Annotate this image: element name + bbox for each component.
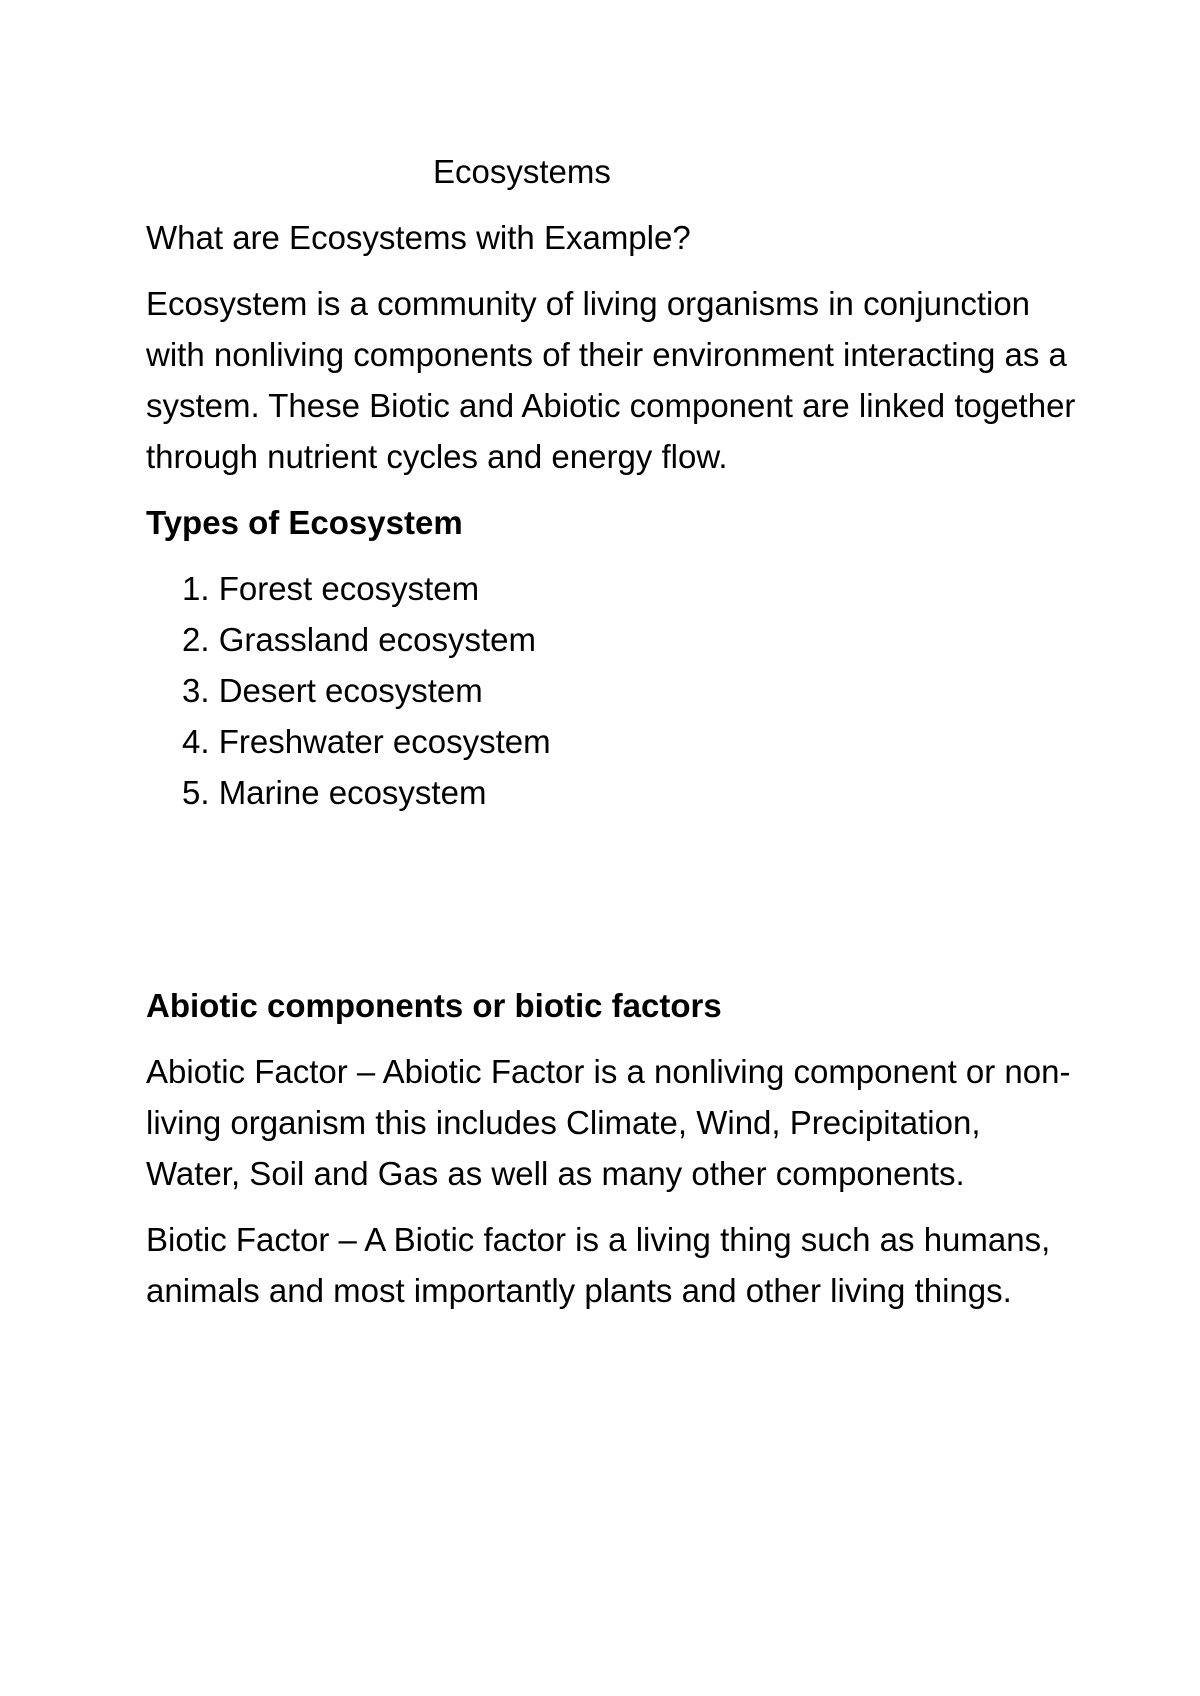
blank-space: [146, 818, 1076, 980]
document-body: [146, 146, 1076, 1331]
question-line: What are Ecosystems with Example?: [146, 219, 691, 256]
document-title: Ecosystems: [433, 153, 611, 190]
ecosystem-types-list: [146, 563, 1076, 818]
list-item: 5. Marine ecosystem: [182, 774, 487, 811]
definition-paragraph: Ecosystem is a community of living organisms in conjunction with nonliving components of their environment interacting as a system. These Biotic and Abiotic component are linked together through nutrient cycles and energy flow.: [146, 285, 1076, 475]
types-heading: Types of Ecosystem: [146, 504, 463, 541]
abiotic-paragraph: Abiotic Factor – Abiotic Factor is a nonliving component or non-living organism this includes Climate, Wind, Precipitation, Water, Soil and Gas as well as many other components.: [146, 1053, 1071, 1192]
components-heading: Abiotic components or biotic factors: [146, 987, 722, 1024]
biotic-paragraph: Biotic Factor – A Biotic factor is a living thing such as humans, animals and most importantly plants and other living things.: [146, 1221, 1051, 1309]
list-item: 1. Forest ecosystem: [182, 570, 480, 607]
list-item: 2. Grassland ecosystem: [182, 621, 536, 658]
list-item: 4. Freshwater ecosystem: [182, 723, 551, 760]
list-item: 3. Desert ecosystem: [182, 672, 483, 709]
